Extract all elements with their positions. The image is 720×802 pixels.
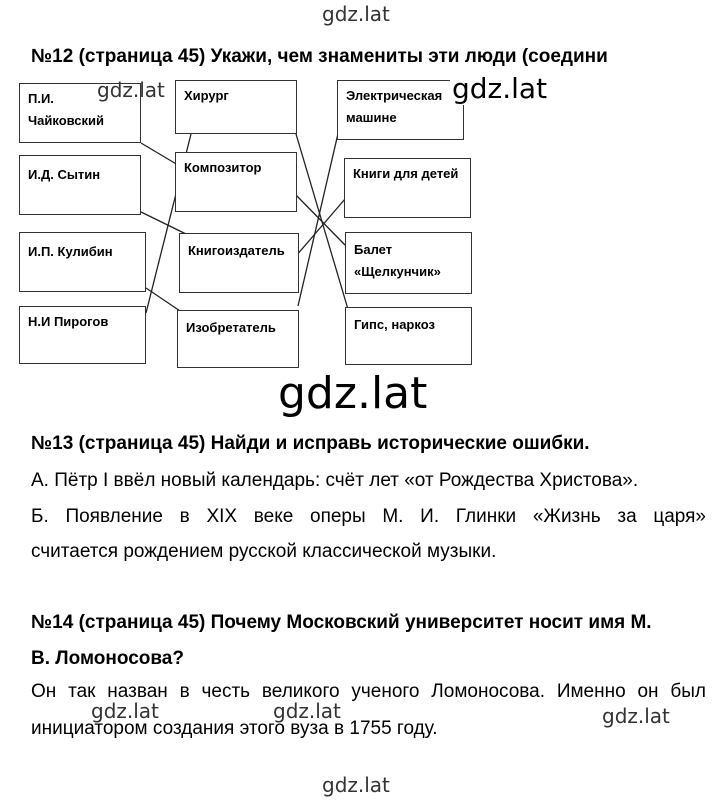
achievement-box-books: Книги для детей	[344, 158, 471, 218]
watermark-footer: gdz.lat	[322, 773, 390, 797]
watermark-small: gdz.lat	[97, 78, 165, 102]
profession-box-composer: Композитор	[175, 152, 297, 212]
watermark-bottom-left: gdz.lat	[91, 699, 159, 723]
achievement-box-electric: Электрическая машине	[337, 80, 464, 140]
task12-heading: №12 (страница 45) Укажи, чем знамениты эти люди (соедини	[31, 46, 608, 67]
task14-answer-line1: Он так назван в честь великого ученого Ломоносова. Именно он был	[31, 681, 706, 702]
watermark-bottom-mid: gdz.lat	[273, 699, 341, 723]
person-box-pirogov: Н.И Пирогов	[19, 306, 146, 364]
watermark-center: gdz.lat	[278, 368, 428, 419]
watermark-large: gdz.lat	[452, 72, 548, 105]
task14-heading-line2: В. Ломоносова?	[31, 648, 184, 669]
task14-answer-line2: инициатором создания этого вуза в 1755 году.	[31, 718, 438, 739]
task13-item-b-line2: считается рождением русской классической музыки.	[31, 541, 497, 562]
person-box-sytin: И.Д. Сытин	[19, 155, 141, 215]
person-box-tchaikovsky: П.И. Чайковский	[19, 83, 141, 143]
person-box-kulibin: И.П. Кулибин	[19, 232, 146, 292]
task13-heading: №13 (страница 45) Найди и исправь исторические ошибки.	[31, 433, 590, 454]
task13-item-a: А. Пётр I ввёл новый календарь: счёт лет «от Рождества Христова».	[31, 470, 639, 491]
achievement-box-ballet: Балет «Щелкунчик»	[345, 232, 472, 294]
profession-box-publisher: Книгоиздатель	[179, 233, 299, 293]
task13-item-b-line1: Б. Появление в XIX веке оперы М. И. Глинки «Жизнь за царя»	[31, 506, 706, 527]
watermark-bottom-right: gdz.lat	[602, 704, 670, 728]
profession-box-surgeon: Хирург	[175, 80, 297, 134]
achievement-box-gypsum: Гипс, наркоз	[345, 307, 472, 365]
profession-box-inventor: Изобретатель	[177, 310, 299, 368]
task14-heading-line1: №14 (страница 45) Почему Московский университет носит имя М.	[31, 612, 652, 633]
watermark-top: gdz.lat	[322, 2, 390, 26]
